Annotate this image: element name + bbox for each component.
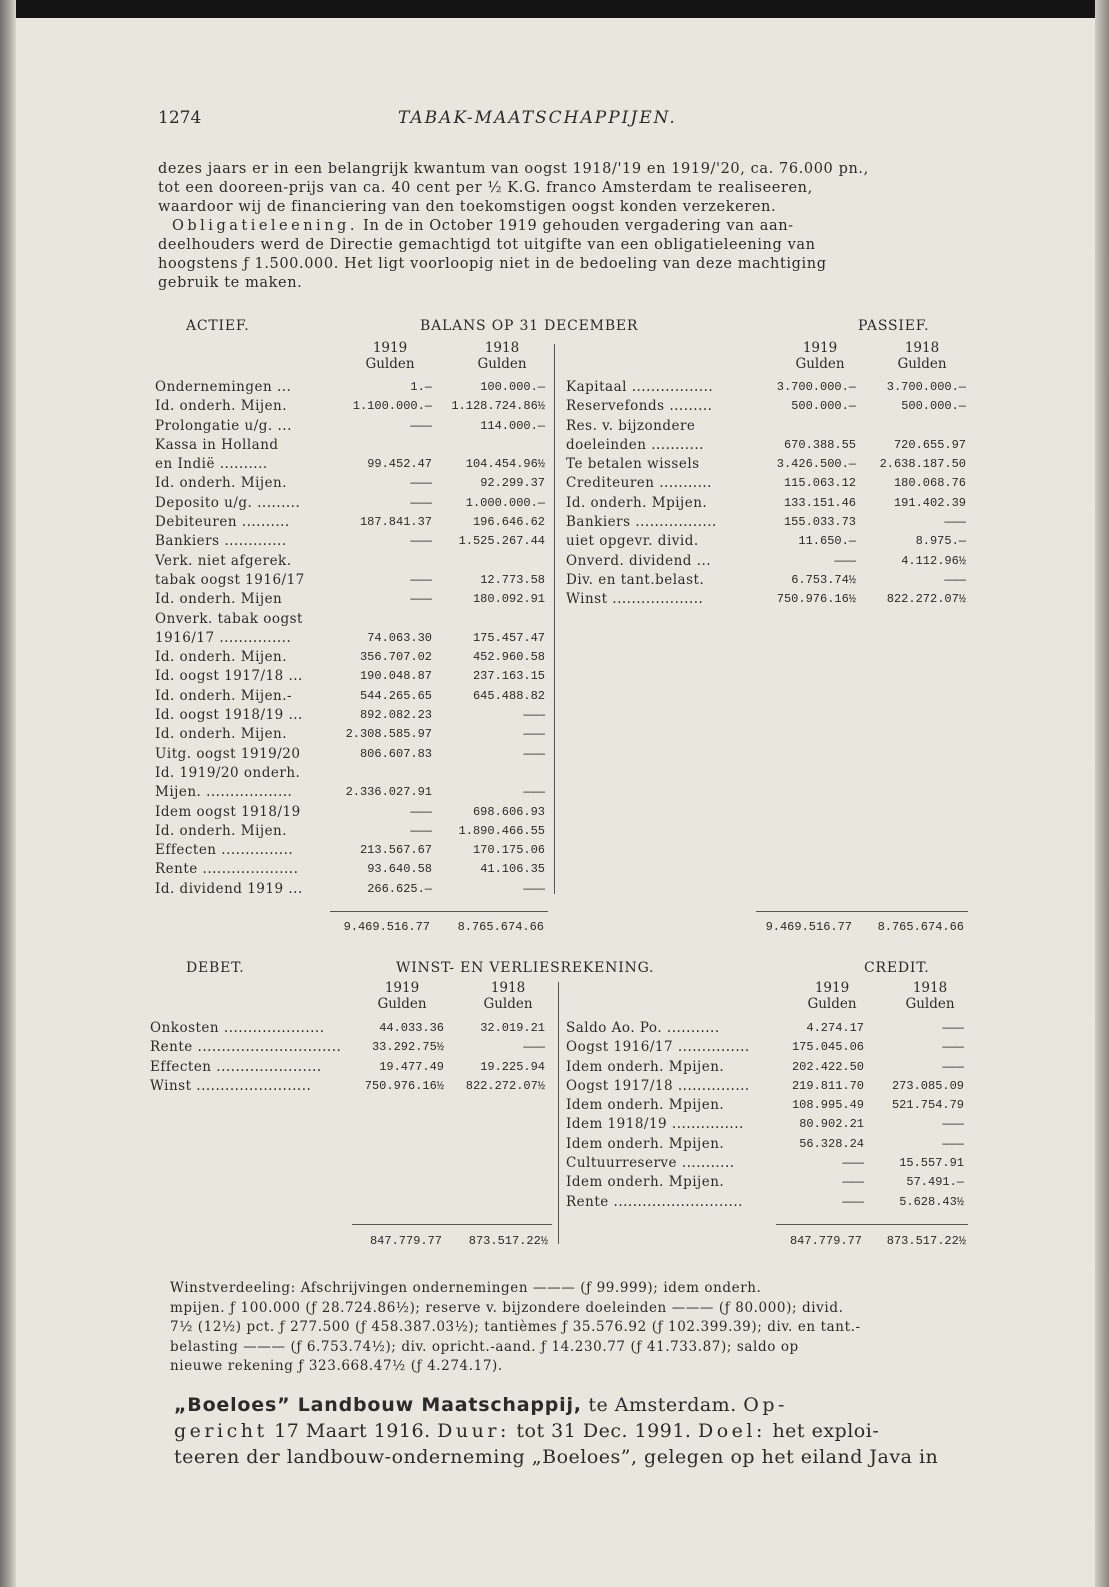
passief-values-1919-item: 133.151.46	[783, 495, 856, 510]
actief-values-1919-item	[330, 436, 432, 455]
passief-values-1919-item: 670.388.55	[783, 437, 856, 452]
passief-label-item: Te betalen wissels	[566, 456, 700, 473]
actief-values-1919-item: ———	[410, 804, 432, 819]
actief-unit-1919: Gulden	[365, 356, 415, 372]
credit-values-1918-item: ———	[942, 1059, 964, 1074]
passief-values-1918-item: 500.000.—	[901, 399, 966, 414]
credit-year-1918: 1918	[912, 980, 948, 996]
winst-title: WINST- EN VERLIESREKENING.	[396, 960, 655, 976]
actief-values-1918-item	[440, 610, 545, 629]
actief-values-1919-item: 1.100.000.—	[352, 399, 432, 414]
actief-values-1919-item: 266.625.—	[367, 881, 432, 896]
actief-values-1919-item: ———	[410, 495, 432, 510]
actief-values-1919-item: 93.640.58	[367, 862, 432, 877]
debet-year-1918: 1918	[490, 980, 526, 996]
doel-label: Doel:	[698, 1420, 766, 1442]
passief-label-item: Res. v. bijzondere	[566, 417, 696, 434]
actief-label-item: Rente ....................	[155, 861, 299, 878]
passief-values-1919-item: 115.063.12	[783, 476, 856, 491]
passief-label-item: Reservefonds .........	[566, 398, 713, 415]
passief-label-item: Crediteuren ...........	[566, 475, 712, 492]
credit-label-item: Rente ...........................	[566, 1193, 743, 1210]
debet-year-1919: 1919	[384, 980, 420, 996]
credit-values-1918-item: 57.491.—	[906, 1175, 964, 1190]
passief-total-rule	[756, 911, 968, 912]
actief-values-1919-item: 892.082.23	[359, 708, 432, 723]
obligatie-text: In de in October 1919 gehouden vergadering van aan-	[357, 218, 794, 234]
company-entry-boeloes	[174, 1392, 978, 1470]
debet-label-item: Rente ..............................	[150, 1039, 342, 1056]
credit-values-1918-item: 273.085.09	[891, 1078, 964, 1093]
page-number: 1274	[158, 108, 202, 128]
balans-table	[0, 340, 1109, 940]
actief-values-1919-item: ———	[410, 418, 432, 433]
credit-values-1919-item: ———	[842, 1156, 864, 1171]
winst-divider	[558, 982, 559, 1244]
passief-values-1919-item: ———	[834, 553, 856, 568]
passief-values-1919-item: 500.000.—	[791, 399, 856, 414]
obligatie-line-3: hoogstens ƒ 1.500.000. Het ligt voorloopig niet in de bedoeling van deze machtiging	[158, 256, 827, 272]
actief-label-item: Id. onderh. Mijen	[155, 591, 283, 608]
credit-label-item: Idem onderh. Mpijen.	[566, 1135, 725, 1152]
passief-values-1919-item: 6.753.74½	[791, 572, 856, 587]
actief-label-item: en Indië ..........	[155, 456, 268, 473]
obligatie-line-1	[158, 217, 976, 236]
credit-values-1918-item: 15.557.91	[899, 1156, 964, 1171]
actief-values-1918-item: 1.000.000.—	[465, 495, 545, 510]
credit-label-item: Oogst 1917/18 ...............	[566, 1077, 750, 1094]
actief-values-1919-item: 213.567.67	[359, 843, 432, 858]
credit-label-item: Oogst 1916/17 ...............	[566, 1039, 750, 1056]
actief-unit-1918: Gulden	[477, 356, 527, 372]
actief-values-1919-item: 74.063.30	[367, 630, 432, 645]
passief-values-1918-item	[862, 417, 966, 436]
actief-values-1919	[330, 378, 432, 899]
actief-label-item: tabak oogst 1916/17	[155, 571, 305, 588]
passief-labels	[566, 378, 762, 610]
debet-labels	[150, 1019, 365, 1096]
actief-label-item: Id. oogst 1918/19 ...	[155, 707, 303, 724]
actief-values-1918-item: 196.646.62	[472, 515, 545, 530]
credit-values-1919-item: 4.274.17	[806, 1021, 864, 1035]
duur-label: Duur:	[437, 1420, 510, 1442]
passief-values-1919-item: 750.976.16½	[776, 592, 856, 607]
credit-values-1919-item: 108.995.49	[791, 1098, 864, 1113]
actief-label-item: Kassa in Holland	[155, 436, 279, 453]
passief-label-item: Kapitaal .................	[566, 379, 714, 395]
actief-label-item: 1916/17 ...............	[155, 629, 292, 646]
company-entry-line-1	[174, 1392, 978, 1418]
actief-label-item: Id. onderh. Mijen.	[155, 726, 288, 743]
winst-table	[0, 980, 1109, 1260]
actief-1919-header	[350, 340, 430, 372]
passief-values-1919-item: 155.033.73	[783, 515, 856, 530]
credit-year-1919: 1919	[814, 980, 850, 996]
actief-label-item: Id. onderh. Mijen.	[155, 398, 288, 415]
verdeeling-line-3: 7½ (12½) pct. ƒ 277.500 (ƒ 458.387.03½); tantièmes ƒ 35.576.92 (ƒ 102.399.39); div. en tant.-	[170, 1319, 861, 1335]
obligatie-line-4: gebruik te maken.	[158, 275, 303, 291]
credit-values-1919-item: 80.902.21	[799, 1117, 864, 1132]
actief-values-1919-item: ———	[410, 823, 432, 838]
opgericht-label-part1: Op-	[743, 1394, 788, 1416]
actief-values-1919-item: ———	[410, 592, 432, 607]
passief-values-1918-item: 3.700.000.—	[886, 380, 966, 394]
passief-values-1918-item: ———	[944, 515, 966, 530]
actief-values-1918-item: 1.890.466.55	[458, 823, 545, 838]
credit-values-1918-item: 521.754.79	[891, 1098, 964, 1113]
actief-values-1918-item: ———	[523, 727, 545, 742]
actief-values-1918-item: 114.000.—	[480, 418, 545, 433]
debet-1919-header	[362, 980, 442, 1012]
actief-labels	[155, 378, 340, 899]
debet-values-1919	[350, 1019, 444, 1096]
verdeeling-line-1: Winstverdeeling: Afschrijvingen ondernemingen ——— (ƒ 99.999); idem onderh.	[170, 1280, 762, 1296]
debet-title: DEBET.	[186, 960, 245, 976]
passief-values-1918-item: ———	[944, 572, 966, 587]
passief-values-1918-item: 4.112.96½	[901, 553, 966, 568]
actief-values-1919-item: ———	[410, 476, 432, 491]
actief-values-1918-item: 92.299.37	[480, 476, 545, 491]
actief-label-item: Mijen. ..................	[155, 784, 293, 801]
actief-values-1918-item: 175.457.47	[472, 630, 545, 645]
actief-values-1918	[440, 378, 545, 899]
debet-total-1918: 873.517.22½	[468, 1234, 548, 1248]
actief-total-1919: 9.469.516.77	[343, 920, 430, 934]
passief-total-1919: 9.469.516.77	[765, 920, 852, 934]
debet-values-1918-item: 32.019.21	[480, 1021, 545, 1035]
opgericht-label-part2: gericht	[174, 1420, 268, 1442]
debet-label-item: Winst ........................	[150, 1077, 312, 1094]
passief-values-1918	[862, 378, 966, 610]
debet-values-1919-item: 44.033.36	[379, 1021, 444, 1035]
passief-values-1918-item: 8.975.—	[915, 534, 966, 549]
actief-values-1919-item: 2.336.027.91	[345, 785, 432, 800]
credit-values-1918-item: 5.628.43½	[899, 1194, 964, 1209]
credit-values-1919-item: ———	[842, 1175, 864, 1190]
actief-values-1919-item: ———	[410, 572, 432, 587]
actief-values-1918-item: 645.488.82	[472, 688, 545, 703]
debet-total-1919: 847.779.77	[369, 1234, 442, 1248]
passief-year-1919: 1919	[802, 340, 838, 356]
actief-values-1918-item: ———	[523, 708, 545, 723]
credit-values-1919	[770, 1019, 864, 1212]
credit-values-1919-item: 175.045.06	[791, 1040, 864, 1055]
company-entry-line-3: teeren der landbouw-onderneming „Boeloes”, gelegen op het eiland Java in	[174, 1446, 939, 1468]
actief-values-1919-item	[330, 764, 432, 783]
actief-values-1918-item: ———	[523, 785, 545, 800]
credit-values-1919-item: ———	[842, 1194, 864, 1209]
intro-line-3: waardoor wij de financiering van den toekomstigen oogst konden verzekeren.	[158, 199, 777, 215]
debet-label-item: Effecten ......................	[150, 1058, 322, 1075]
credit-total-rule	[776, 1224, 968, 1225]
balans-title: BALANS OP 31 DECEMBER	[420, 318, 639, 334]
actief-label-item: Debiteuren ..........	[155, 514, 290, 531]
credit-values-1918-item: ———	[942, 1117, 964, 1132]
opgericht-date: 17 Maart 1916.	[267, 1420, 438, 1442]
passief-label-item: Bankiers .................	[566, 514, 717, 531]
actief-title: ACTIEF.	[186, 318, 250, 334]
company-name: „Boeloes” Landbouw Maatschappij,	[174, 1394, 582, 1416]
actief-values-1918-item: 170.175.06	[472, 843, 545, 858]
passief-title: PASSIEF.	[858, 318, 930, 334]
actief-label-item: Id. onderh. Mijen.-	[155, 687, 293, 704]
debet-label-item: Onkosten .....................	[150, 1020, 325, 1036]
actief-values-1919-item: 2.308.585.97	[345, 727, 432, 742]
passief-unit-1919: Gulden	[795, 356, 845, 372]
passief-values-1919-item	[756, 417, 856, 436]
doel-value: het exploi-	[765, 1420, 880, 1442]
intro-line-1: dezes jaars er in een belangrijk kwantum van oogst 1918/'19 en 1919/'20, ca. 76.000 pn.,	[158, 161, 869, 177]
actief-total-rule	[330, 911, 548, 912]
actief-year-1918: 1918	[484, 340, 520, 356]
credit-values-1919-item: 219.811.70	[791, 1078, 864, 1093]
passief-values-1918-item: 180.068.76	[893, 476, 966, 491]
passief-label-item: Onverd. dividend ...	[566, 552, 712, 569]
credit-unit-1918: Gulden	[905, 996, 955, 1012]
passief-label-item: Id. onderh. Mpijen.	[566, 494, 708, 511]
actief-values-1918-item: ———	[523, 746, 545, 761]
actief-values-1919-item: 99.452.47	[367, 457, 432, 472]
passief-values-1918-item: 191.402.39	[893, 495, 966, 510]
actief-values-1918-item	[440, 764, 545, 783]
verdeeling-line-5: nieuwe rekening ƒ 323.668.47½ (ƒ 4.274.17).	[170, 1358, 503, 1374]
actief-values-1919-item: 187.841.37	[359, 515, 432, 530]
actief-values-1918-item: ———	[523, 881, 545, 896]
actief-values-1919-item: ———	[410, 534, 432, 549]
actief-values-1918-item: 698.606.93	[472, 804, 545, 819]
company-entry-line-2	[174, 1418, 978, 1444]
actief-label-item: Id. 1919/20 onderh.	[155, 764, 301, 781]
credit-total-1919: 847.779.77	[789, 1234, 862, 1248]
credit-values-1918-item: ———	[942, 1021, 964, 1035]
actief-values-1918-item: 41.106.35	[480, 862, 545, 877]
passief-total-1918: 8.765.674.66	[877, 920, 964, 934]
passief-label-item: Div. en tant.belast.	[566, 571, 705, 588]
debet-values-1918-item: ———	[523, 1040, 545, 1055]
credit-label-item: Saldo Ao. Po. ...........	[566, 1020, 720, 1036]
credit-label-item: Idem 1918/19 ...............	[566, 1116, 744, 1133]
actief-label-item: Uitg. oogst 1919/20	[155, 745, 301, 762]
actief-label-item: Id. oogst 1917/18 ...	[155, 668, 303, 685]
debet-values-1918-item: 19.225.94	[480, 1059, 545, 1074]
passief-unit-1918: Gulden	[897, 356, 947, 372]
actief-values-1919-item: 544.265.65	[359, 688, 432, 703]
actief-year-1919: 1919	[372, 340, 408, 356]
debet-values-1918-item: 822.272.07½	[465, 1078, 545, 1093]
credit-label-item: Idem onderh. Mpijen.	[566, 1058, 725, 1075]
credit-values-1918-item: ———	[942, 1040, 964, 1055]
actief-values-1918-item: 104.454.96½	[465, 457, 545, 472]
passief-values-1918-item: 2.638.187.50	[879, 457, 966, 472]
company-place: te Amsterdam.	[581, 1394, 744, 1416]
passief-1918-header	[882, 340, 962, 372]
debet-1918-header	[468, 980, 548, 1012]
actief-label-item: Verk. niet afgerek.	[155, 552, 292, 569]
actief-values-1918-item: 452.960.58	[472, 650, 545, 665]
obligatie-heading: Obligatieleening.	[172, 218, 358, 234]
balans-divider	[554, 344, 555, 894]
passief-label-item: doeleinden ...........	[566, 436, 704, 453]
actief-values-1918-item: 12.773.58	[480, 572, 545, 587]
actief-values-1918-item: 100.000.—	[480, 380, 545, 394]
actief-values-1919-item: 1.—	[410, 380, 432, 394]
credit-values-1918-item: ———	[942, 1136, 964, 1151]
actief-total-1918: 8.765.674.66	[457, 920, 544, 934]
duur-value: tot 31 Dec. 1991.	[509, 1420, 698, 1442]
debet-values-1919-item: 750.976.16½	[364, 1078, 444, 1093]
credit-labels	[566, 1019, 780, 1212]
credit-values-1918	[868, 1019, 964, 1212]
debet-unit-1918: Gulden	[483, 996, 533, 1012]
passief-values-1918-item: 822.272.07½	[886, 592, 966, 607]
actief-label-item: Ondernemingen ...	[155, 379, 292, 395]
credit-label-item: Cultuurreserve ...........	[566, 1155, 735, 1172]
credit-unit-1919: Gulden	[807, 996, 857, 1012]
actief-values-1918-item: 1.525.267.44	[458, 534, 545, 549]
actief-values-1919-item	[330, 610, 432, 629]
credit-label-item: Idem onderh. Mpijen.	[566, 1174, 725, 1191]
actief-label-item: Deposito u/g. .........	[155, 494, 301, 511]
actief-label-item: Bankiers .............	[155, 533, 287, 550]
obligatie-line-2: deelhouders werd de Directie gemachtigd tot uitgifte van een obligatieleening van	[158, 237, 816, 253]
actief-label-item: Effecten ...............	[155, 842, 294, 859]
passief-1919-header	[780, 340, 860, 372]
actief-values-1918-item: 237.163.15	[472, 669, 545, 684]
actief-label-item: Prolongatie u/g. ...	[155, 417, 292, 434]
actief-1918-header	[462, 340, 542, 372]
actief-values-1919-item: 190.048.87	[359, 669, 432, 684]
running-title: TABAK-MAATSCHAPPIJEN.	[398, 108, 677, 128]
actief-label-item: Id. dividend 1919 ...	[155, 880, 303, 897]
actief-label-item: Idem oogst 1918/19	[155, 803, 301, 820]
winstverdeeling-paragraph	[170, 1279, 976, 1377]
actief-values-1918-item: 180.092.91	[472, 592, 545, 607]
verdeeling-line-4: belasting ——— (ƒ 6.753.74½); div. opricht.-aand. ƒ 14.230.77 (ƒ 41.733.87); saldo op	[170, 1338, 799, 1355]
actief-label-item: Id. onderh. Mijen.	[155, 822, 288, 839]
credit-values-1919-item: 202.422.50	[791, 1059, 864, 1074]
actief-label-item: Onverk. tabak oogst	[155, 610, 303, 627]
credit-title: CREDIT.	[864, 960, 930, 976]
actief-values-1919-item	[330, 552, 432, 571]
intro-line-2: tot een dooreen-prijs van ca. 40 cent per ½ K.G. franco Amsterdam te realiseeren,	[158, 180, 813, 196]
actief-values-1919-item: 356.707.02	[359, 650, 432, 665]
passief-year-1918: 1918	[904, 340, 940, 356]
debet-values-1918	[450, 1019, 545, 1096]
debet-total-rule	[352, 1224, 552, 1225]
running-header	[158, 108, 978, 134]
credit-values-1919-item: 56.328.24	[799, 1136, 864, 1151]
passief-label-item: uiet opgevr. divid.	[566, 533, 699, 550]
actief-values-1919-item: 806.607.83	[359, 746, 432, 761]
credit-1919-header	[792, 980, 872, 1012]
passief-values-1918-item: 720.655.97	[893, 437, 966, 452]
debet-values-1919-item: 33.292.75½	[371, 1040, 444, 1055]
intro-paragraph	[158, 160, 976, 293]
passief-values-1919-item: 3.426.500.—	[776, 457, 856, 472]
credit-total-1918: 873.517.22½	[886, 1234, 966, 1248]
actief-label-item: Id. onderh. Mijen.	[155, 475, 288, 492]
passief-values-1919-item: 3.700.000.—	[776, 380, 856, 394]
debet-values-1919-item: 19.477.49	[379, 1059, 444, 1074]
credit-label-item: Idem onderh. Mpijen.	[566, 1097, 725, 1114]
actief-values-1918-item	[440, 552, 545, 571]
debet-unit-1919: Gulden	[377, 996, 427, 1012]
actief-values-1918-item	[440, 436, 545, 455]
actief-label-item: Id. onderh. Mijen.	[155, 649, 288, 666]
scan-top-border	[0, 0, 1109, 18]
passief-values-1919	[756, 378, 856, 610]
passief-values-1919-item: 11.650.—	[798, 534, 856, 549]
credit-1918-header	[890, 980, 970, 1012]
actief-values-1918-item: 1.128.724.86½	[451, 399, 545, 414]
passief-label-item: Winst ...................	[566, 591, 704, 608]
verdeeling-line-2: mpijen. ƒ 100.000 (ƒ 28.724.86½); reserve v. bijzondere doeleinden ——— (ƒ 80.000); divid.	[170, 1299, 844, 1316]
